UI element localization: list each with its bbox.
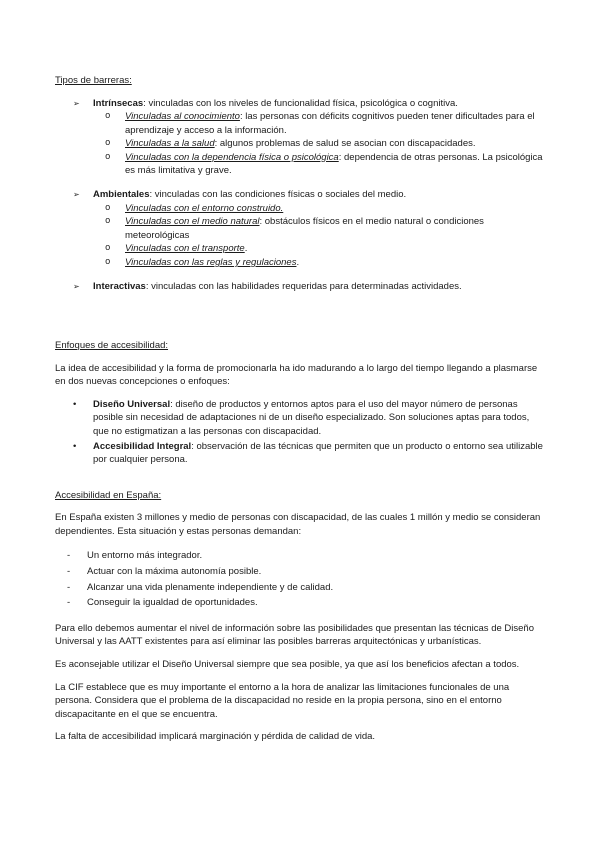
body-text: : algunos problemas de salud se asocian con discapacidades. (214, 138, 476, 150)
term-text: Vinculadas con las reglas y regulaciones (125, 256, 297, 268)
enfoques-bullet-list (55, 398, 546, 467)
dash-item (55, 565, 546, 579)
list-item (55, 280, 546, 294)
arrow-bullet-icon: ➢ (73, 98, 80, 108)
dash-item (55, 549, 546, 563)
list-item (55, 215, 546, 242)
paragraph: La CIF establece que es muy importante el entorno a la hora de analizar las limitaciones funcionales de una persona. Considera que el problema de la discapacidad no reside en la propia persona, sino en el entorno discapacitante en el que se encuentra. (55, 681, 510, 720)
list-item (55, 256, 546, 270)
list-item-text: Un entorno más integrador. (87, 550, 203, 562)
circle-bullet-icon: o (105, 138, 111, 149)
section-spacer (55, 303, 546, 317)
list-item-text: Actuar con la máxima autonomía posible. (87, 566, 262, 578)
term-text: Diseño Universal (93, 398, 171, 410)
list-item-text (93, 97, 546, 111)
term-text: Interactivas (93, 280, 146, 292)
term-text: Accesibilidad Integral (93, 440, 192, 452)
body-text: : vinculadas con las habilidades requeridas para determinadas actividades. (145, 280, 462, 292)
term-text: Vinculadas con el transporte (125, 243, 245, 255)
list-item-text (125, 256, 546, 270)
body-text: : observación de las técnicas que permiten que un producto o entorno sea utilizable por cualquier persona. (93, 440, 543, 466)
body-text: : diseño de productos y entornos aptos para el uso del mayor número de personas posible sin necesidad de adaptaciones ni de un diseño especializado. Son soluciones aptas para todos, que no estigmatizan a las personas con discapacidad. (93, 398, 530, 437)
section-heading-enfoques (55, 339, 546, 353)
list-item (55, 188, 546, 202)
demands-dash-list (55, 549, 546, 609)
barrier-group-ambientales (55, 188, 546, 269)
paragraph: La falta de accesibilidad implicará marginación y pérdida de calidad de vida. (55, 731, 376, 743)
list-item (55, 97, 546, 111)
dash-bullet-icon: - (67, 566, 71, 578)
circle-bullet-icon: o (105, 216, 111, 227)
bullet-item (55, 398, 546, 439)
term-text: Vinculadas a la salud (125, 138, 215, 150)
round-bullet-icon: • (73, 440, 77, 452)
list-item-text (125, 137, 546, 151)
list-item-text (125, 151, 546, 178)
list-item-text (125, 110, 546, 137)
list-item-text (93, 398, 546, 439)
bullet-item (55, 440, 546, 467)
heading-text: Enfoques de accesibilidad: (55, 340, 169, 352)
list-item-text (125, 242, 546, 256)
circle-bullet-icon: o (105, 256, 111, 267)
dash-item (55, 596, 546, 610)
arrow-bullet-icon: ➢ (73, 190, 80, 200)
dash-bullet-icon: - (67, 581, 71, 593)
list-item (55, 137, 546, 151)
dash-item (55, 581, 546, 595)
paragraph: Es aconsejable utilizar el Diseño Universal siempre que sea posible, ya que así los beneficios afectan a todos. (55, 658, 520, 670)
list-item-text (93, 188, 546, 202)
section-heading-espana (55, 489, 546, 503)
term-text: Intrínsecas (93, 97, 144, 109)
paragraph: Para ello debemos aumentar el nivel de información sobre las posibilidades que presentan las técnicas de Diseño Universal y las AATT existentes para así eliminar las posibles barreras arquitectónicas y urbanísticas. (55, 622, 534, 648)
circle-bullet-icon: o (105, 243, 111, 254)
list-item (55, 202, 546, 216)
barrier-group-interactivas (55, 280, 546, 294)
term-text: Vinculadas con la dependencia física o psicológica (125, 151, 339, 163)
arrow-bullet-icon: ➢ (73, 281, 80, 291)
list-item-text (93, 280, 546, 294)
list-item-text: Conseguir la igualdad de oportunidades. (87, 597, 258, 609)
term-text: Ambientales (93, 189, 150, 201)
round-bullet-icon: • (73, 398, 77, 410)
dash-bullet-icon: - (67, 550, 71, 562)
circle-bullet-icon: o (105, 202, 111, 213)
dash-bullet-icon: - (67, 597, 71, 609)
paragraph: En España existen 3 millones y medio de personas con discapacidad, de las cuales 1 millón y medio se consideran dependientes. Esta situación y estas personas demandan: (55, 512, 541, 537)
barrier-group-intrinsecas (55, 97, 546, 178)
body-text: : vinculadas con los niveles de funcionalidad física, psicológica o cognitiva. (143, 97, 458, 109)
list-item-text (125, 215, 546, 242)
list-item-text: Alcanzar una vida plenamente independiente y de calidad. (87, 581, 334, 593)
heading-text: Accesibilidad en España: (55, 489, 162, 501)
body-text: : las personas con déficits cognitivos pueden tener dificultades para el aprendizaje y acceso a la información. (125, 111, 535, 136)
list-item-text (125, 202, 546, 216)
paragraph: La idea de accesibilidad y la forma de promocionarla ha ido madurando a lo largo del tiempo llegando a plasmarse en dos nuevas concepciones o enfoques: (55, 362, 538, 388)
circle-bullet-icon: o (105, 151, 111, 162)
term-text: Vinculadas al conocimiento (125, 111, 240, 123)
section-heading-tipos-de-barreras (55, 74, 546, 88)
circle-bullet-icon: o (105, 111, 111, 122)
body-text: : obstáculos físicos en el medio natural o condiciones meteorológicas (125, 216, 484, 241)
term-text: Vinculadas con el medio natural (125, 216, 260, 228)
body-text: : dependencia de otras personas. La psicológica es más limitativa y grave. (125, 151, 543, 177)
term-text: Vinculadas con el entorno construido. (125, 202, 284, 214)
list-item (55, 151, 546, 178)
heading-text: Tipos de barreras: (55, 75, 132, 86)
list-item-text (93, 440, 546, 467)
body-text: : vinculadas con las condiciones físicas o sociales del medio. (149, 189, 407, 201)
list-item (55, 242, 546, 256)
body-text: . (244, 243, 248, 255)
body-text: . (296, 256, 300, 268)
list-item (55, 110, 546, 137)
